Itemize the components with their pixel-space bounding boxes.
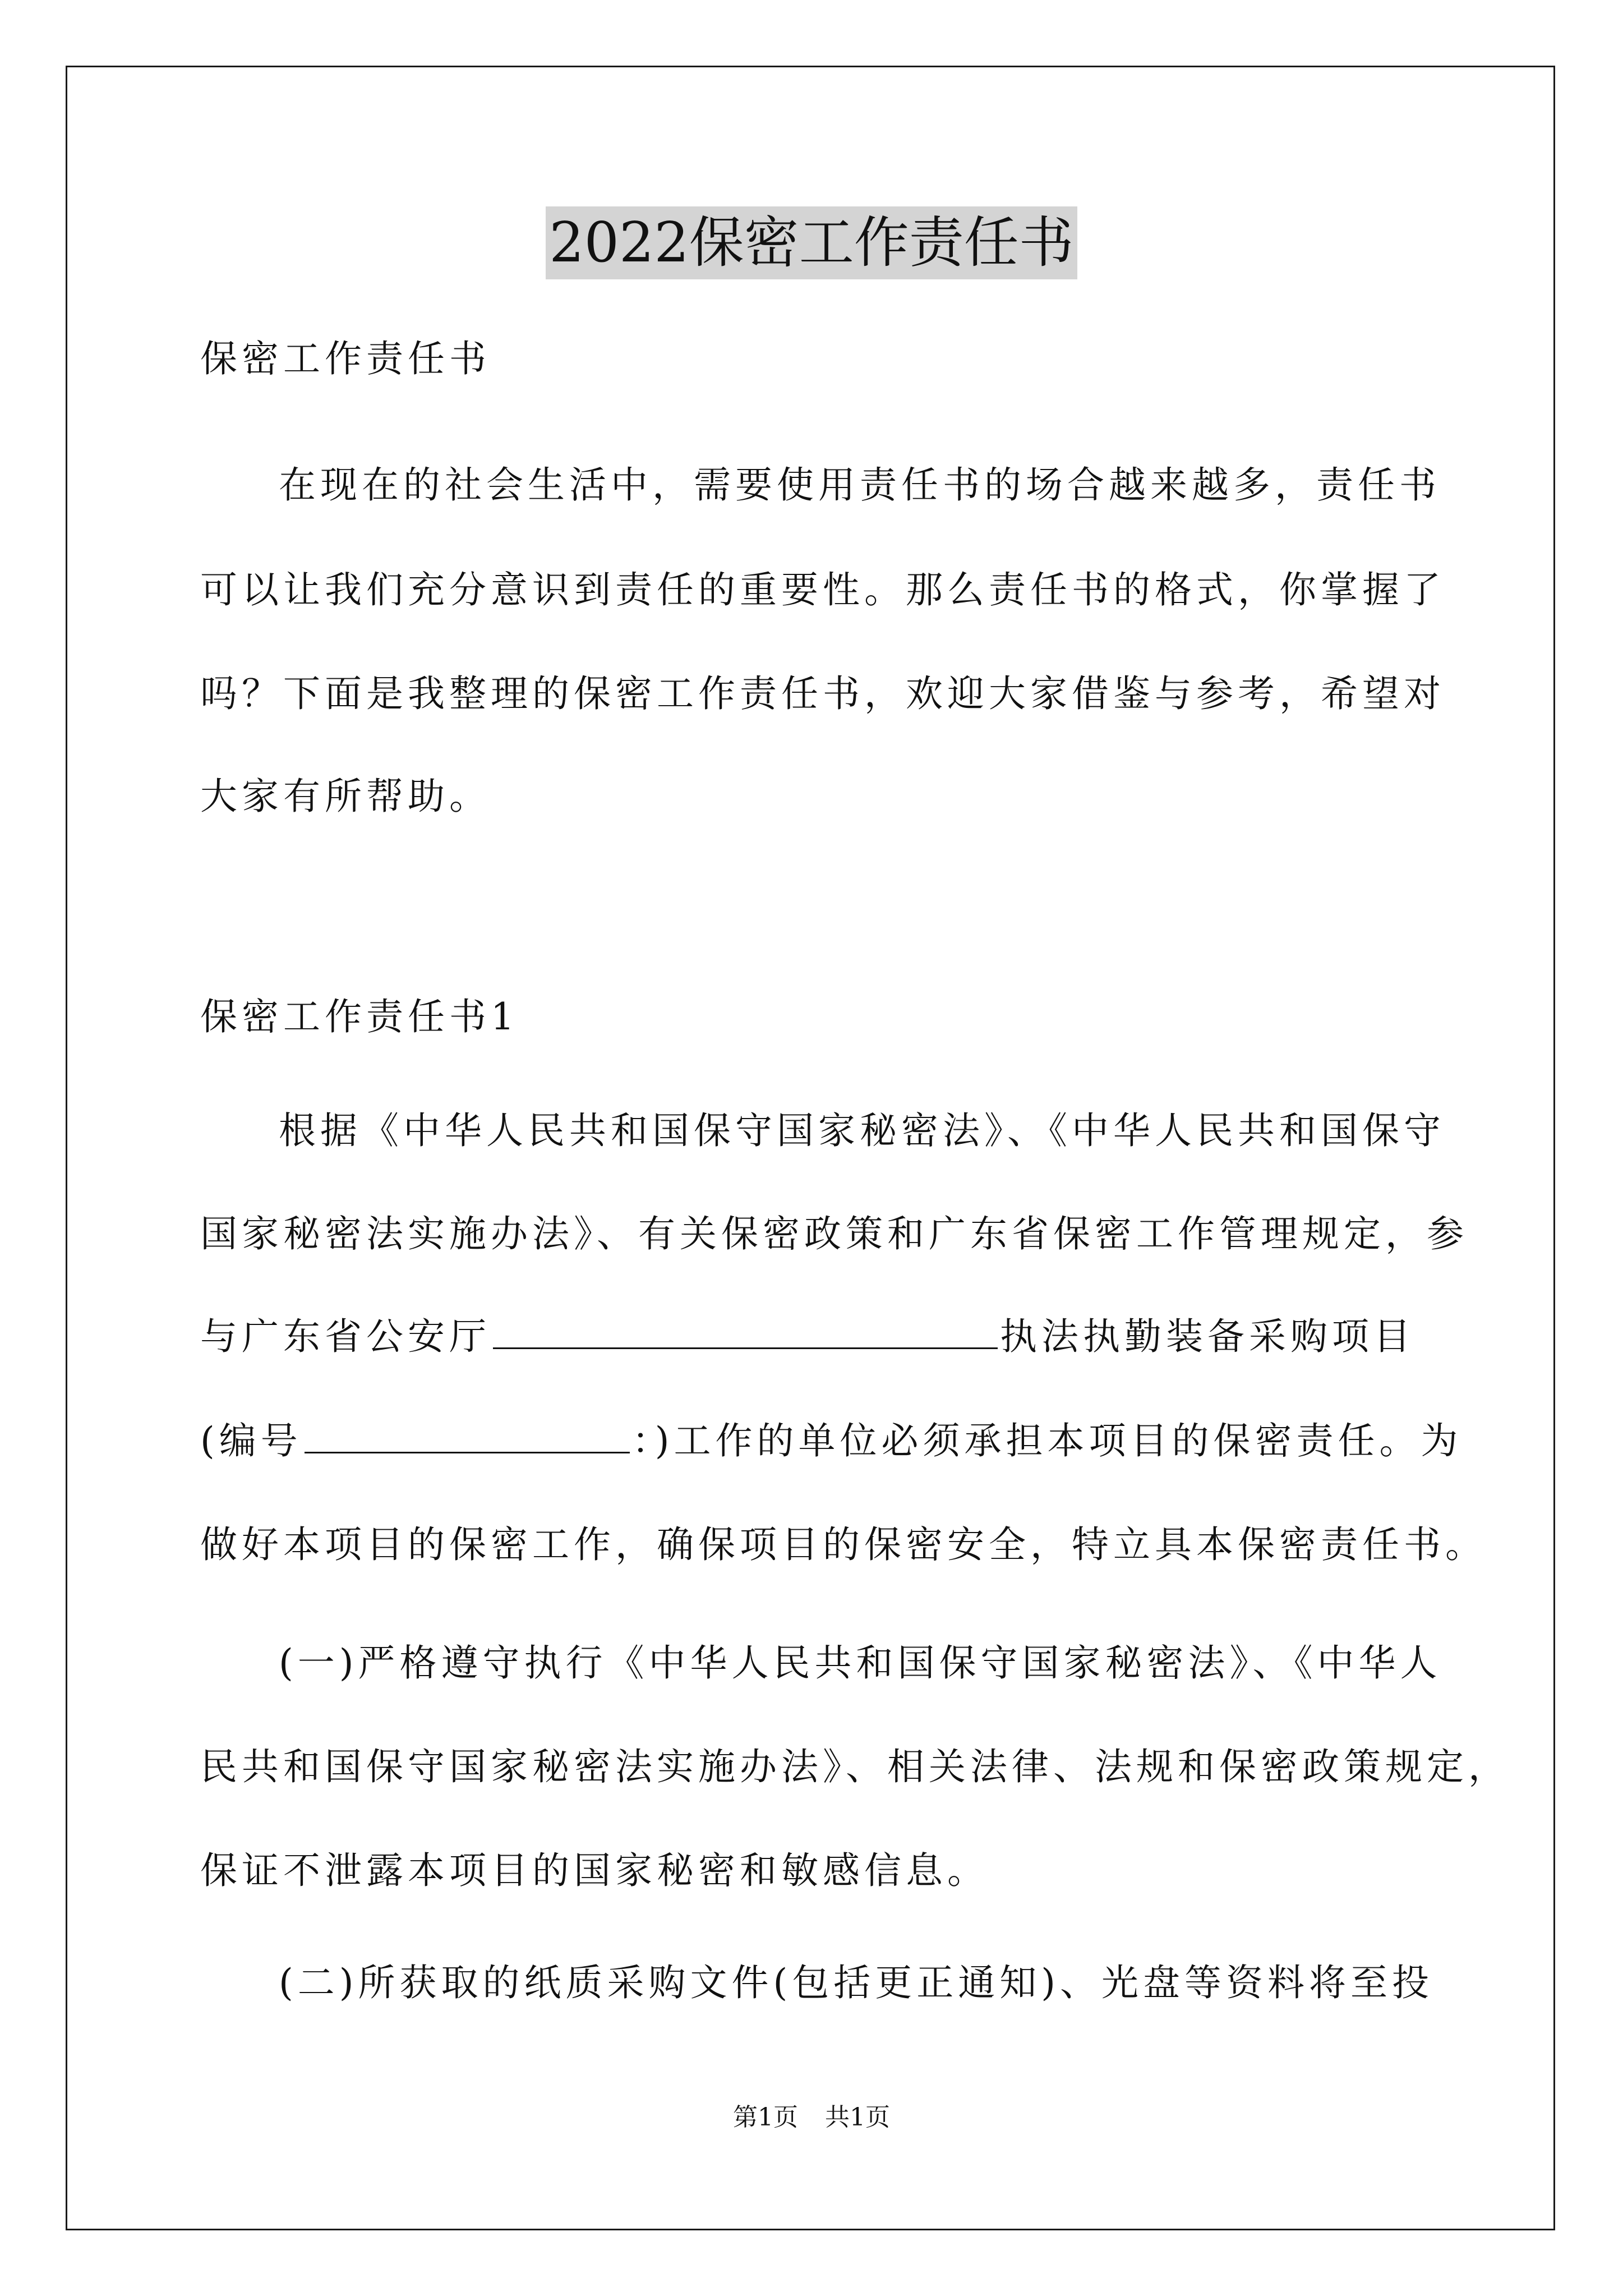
paragraph-line: 吗？下面是我整理的保密工作责任书，欢迎大家借鉴与参考，希望对 (200, 672, 1445, 715)
fill-in-blank-number (305, 1417, 630, 1453)
page-footer (0, 2101, 1623, 2134)
paragraph-line: (二)所获取的纸质采购文件(包括更正通知)、光盘等资料将至投 (279, 1961, 1433, 2004)
document-title (0, 206, 1623, 279)
line-text: 与广东省公安厅 (200, 1315, 491, 1358)
paragraph-line (200, 1413, 1463, 1469)
paragraph-line: 民共和国保守国家秘密法实施办法》、相关法律、法规和保密政策规定， (200, 1745, 1510, 1788)
section-heading-1: 保密工作责任书1 (200, 995, 519, 1038)
paragraph-line: 可以让我们充分意识到责任的重要性。那么责任书的格式，你掌握了 (200, 568, 1445, 611)
line-text: (编号 (200, 1419, 302, 1462)
section-heading-intro: 保密工作责任书 (200, 337, 491, 380)
document-title-text: 2022保密工作责任书 (546, 206, 1077, 279)
paragraph-line: 国家秘密法实施办法》、有关保密政策和广东省保密工作管理规定，参 (200, 1212, 1468, 1255)
paragraph-line: 做好本项目的保密工作，确保项目的保密安全，特立具本保密责任书。 (200, 1523, 1487, 1566)
paragraph-line: 大家有所帮助。 (200, 775, 491, 818)
line-text: 执法执勤装备采购项目 (1000, 1315, 1415, 1358)
line-text: ：)工作的单位必须承担本项目的保密责任。为 (631, 1419, 1463, 1462)
paragraph-line: (一)严格遵守执行《中华人民共和国保守国家秘密法》、《中华人 (279, 1641, 1442, 1685)
page-number: 第1页 (733, 2103, 798, 2132)
paragraph-line: 保证不泄露本项目的国家秘密和敏感信息。 (200, 1849, 989, 1892)
page-total: 共1页 (825, 2103, 890, 2132)
fill-in-blank-project (493, 1313, 998, 1349)
paragraph-line: 根据《中华人民共和国保守国家秘密法》、《中华人民共和国保守 (279, 1109, 1445, 1152)
paragraph-line (200, 1309, 1415, 1365)
paragraph-line: 在现在的社会生活中，需要使用责任书的场合越来越多，责任书 (279, 463, 1441, 507)
